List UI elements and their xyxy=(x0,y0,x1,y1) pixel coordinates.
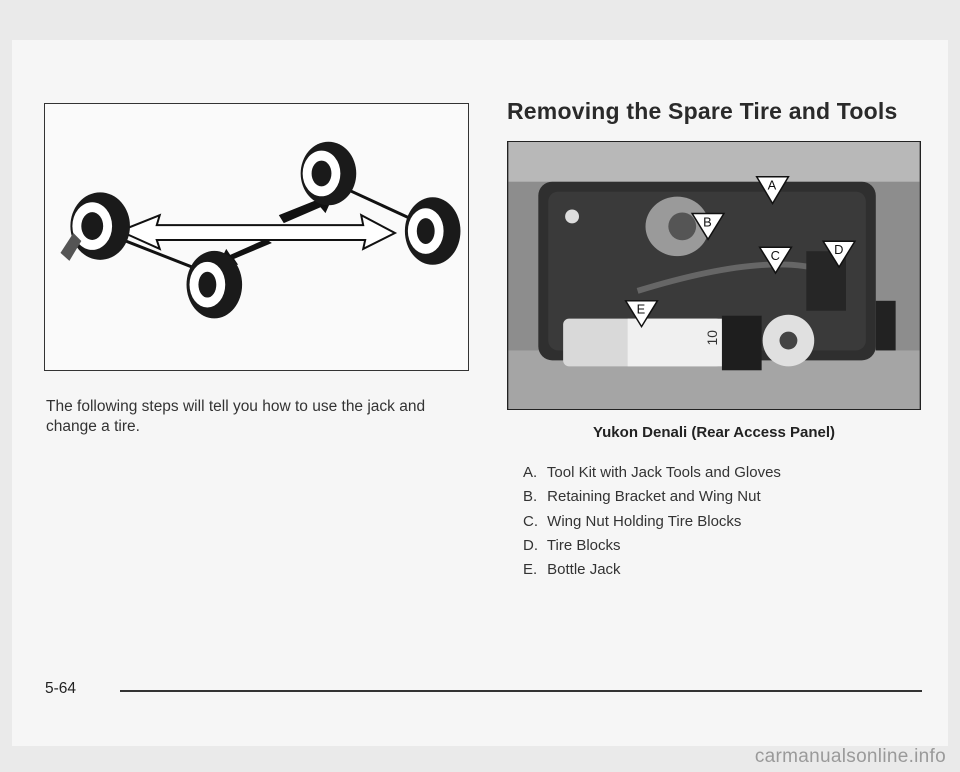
parts-legend xyxy=(523,461,781,582)
tire-top-icon xyxy=(301,142,357,206)
legend-item xyxy=(523,485,781,509)
legend-item xyxy=(523,558,781,582)
legend-item xyxy=(523,534,781,558)
watermark-link[interactable]: carmanualsonline.info xyxy=(754,746,946,767)
page-number: 5-64 xyxy=(45,680,77,697)
legend-text: Wing Nut Holding Tire Blocks xyxy=(547,512,742,530)
tire-rotation-illustration xyxy=(44,103,469,371)
legend-letter: C. xyxy=(523,512,538,530)
legend-text: Retaining Bracket and Wing Nut xyxy=(547,488,761,506)
section-title: Removing the Spare Tire and Tools xyxy=(507,98,898,124)
tire-right-icon xyxy=(405,197,461,264)
legend-letter: D. xyxy=(523,536,538,554)
callout-b-label: B xyxy=(703,214,712,230)
callout-a-label: A xyxy=(767,177,777,193)
jack-marking: 10 xyxy=(703,330,720,346)
footer-divider xyxy=(120,690,922,692)
legend-letter: E. xyxy=(523,561,538,579)
legend-text: Bottle Jack xyxy=(547,561,621,579)
legend-text: Tool Kit with Jack Tools and Gloves xyxy=(546,464,781,481)
photo-caption: Yukon Denali (Rear Access Panel) xyxy=(592,424,836,441)
callout-e-label: E xyxy=(636,301,646,317)
legend-text: Tire Blocks xyxy=(546,536,621,554)
callout-c-label: C xyxy=(770,248,780,264)
legend-item xyxy=(523,510,781,534)
tire-left-icon xyxy=(60,192,129,260)
legend-letter: B. xyxy=(523,488,538,506)
tire-bottom-icon xyxy=(187,251,243,318)
callout-d-label: D xyxy=(834,242,844,258)
intro-text: The following steps will tell you how to use the jack and change a tire. xyxy=(46,398,426,435)
legend-item xyxy=(523,461,781,485)
rear-access-panel-photo xyxy=(507,141,921,410)
legend-letter: A. xyxy=(523,464,538,481)
